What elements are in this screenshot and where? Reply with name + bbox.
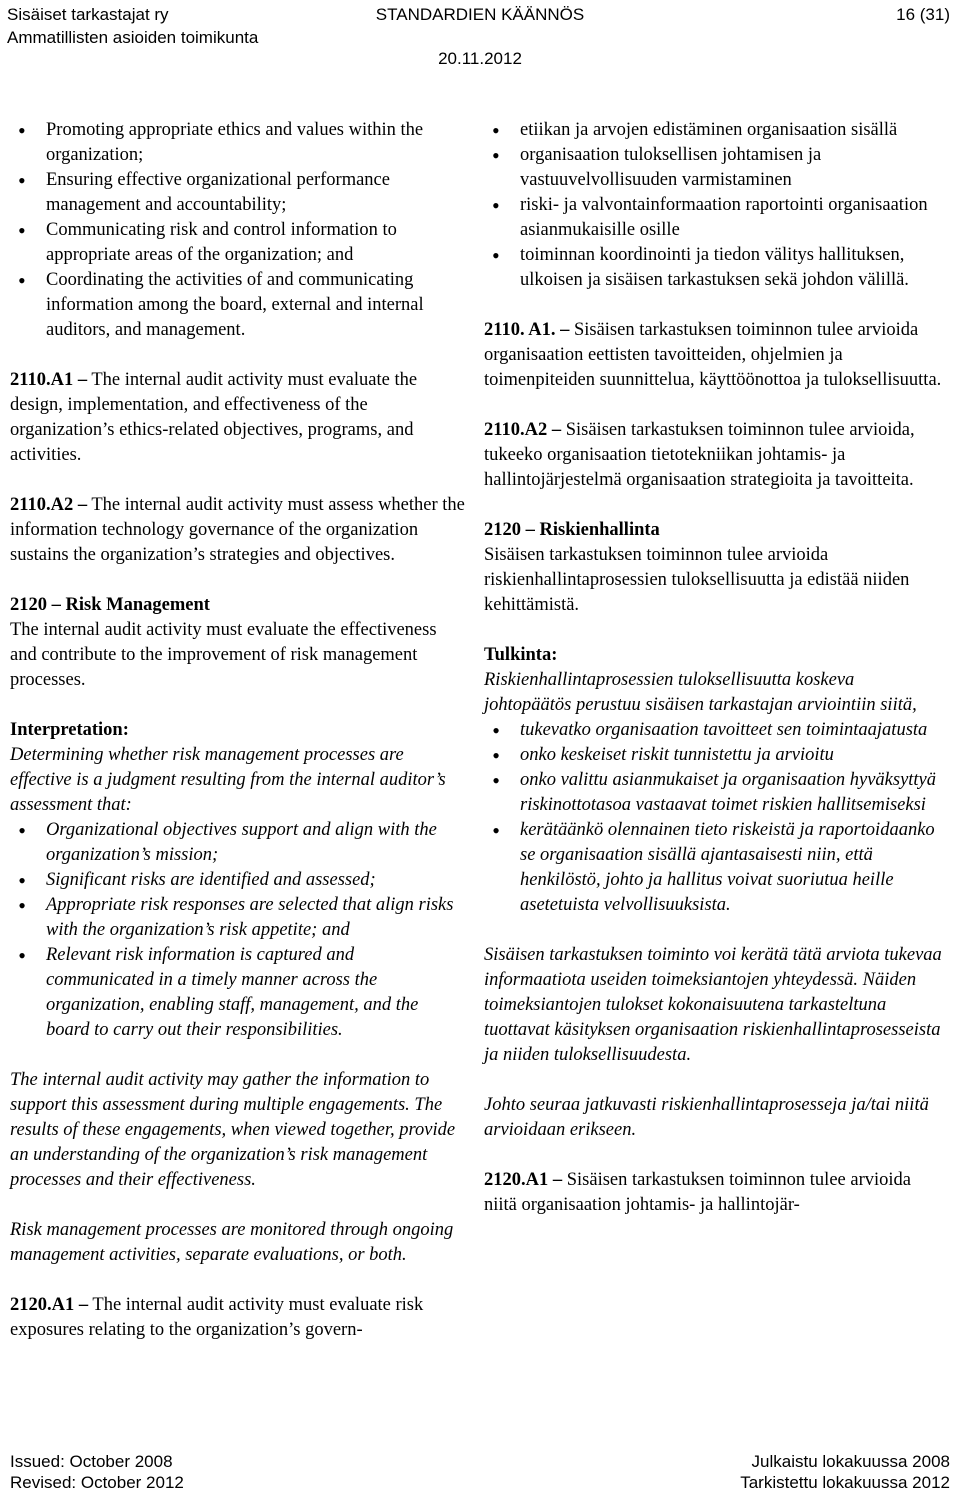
- list-item: • Coordinating the activities of and communicating information among the board, external and internal auditors, and management.: [10, 268, 465, 343]
- footer-issued: Issued: October 2008: [10, 1452, 173, 1471]
- list-item: • onko keskeiset riskit tunnistettu ja arvioitu: [484, 743, 946, 768]
- interpretation-paragraph: Risk management processes are monitored through ongoing management activities, separate evaluations, or both.: [10, 1220, 454, 1265]
- standard-2110-a1: [484, 318, 946, 393]
- list-item: • Significant risks are identified and assessed;: [10, 868, 465, 893]
- standard-code: 2110.A2 –: [10, 495, 88, 515]
- list-item: • etiikan ja arvojen edistäminen organisaation sisällä: [484, 118, 946, 143]
- list-item: • Appropriate risk responses are selected that align risks with the organization’s risk appetite; and: [10, 893, 465, 943]
- interpretation-paragraph: Johto seuraa jatkuvasti riskienhallintaprosesseja ja/tai niitä arvioidaan erikseen.: [484, 1095, 929, 1140]
- standard-text: Sisäisen tarkastuksen toiminnon tulee arvioida niitä organisaation johtamis- ja hallintojär-: [484, 1170, 911, 1215]
- header-title: STANDARDIEN KÄÄNNÖS: [375, 5, 585, 24]
- list-item: • organisaation tuloksellisen johtamisen ja vastuuvelvollisuuden varmistaminen: [484, 143, 946, 193]
- footer-tarkistettu: Tarkistettu lokakuussa 2012: [740, 1473, 950, 1492]
- list-item: • riski- ja valvontainformaation raportointi organisaation asianmukaisille osille: [484, 193, 946, 243]
- list-item: • tukevatko organisaation tavoitteet sen toimintaajatusta: [484, 718, 946, 743]
- interpretation-title: Tulkinta:: [484, 645, 558, 665]
- standard-code: 2110.A1 –: [10, 370, 88, 390]
- standard-code: 2110.A2 –: [484, 420, 562, 440]
- finnish-column: [484, 118, 946, 1218]
- section-title: 2120 – Riskienhallinta: [484, 520, 660, 540]
- page-header: [0, 0, 960, 70]
- section-text: Sisäisen tarkastuksen toiminnon tulee arvioida riskienhallintaprosessien tuloksellisuutta ja edistää niiden kehittämistä.: [484, 545, 910, 615]
- list-item: • Communicating risk and control information to appropriate areas of the organization; and: [10, 218, 465, 268]
- standard-text: The internal audit activity must evaluate risk exposures relating to the organization’s govern-: [10, 1295, 424, 1340]
- footer-revised: Revised: October 2012: [10, 1473, 184, 1492]
- footer-julkaistu: Julkaistu lokakuussa 2008: [751, 1452, 950, 1471]
- standard-text: The internal audit activity must evaluate the design, implementation, and effectiveness of the organization’s ethics-related objectives, programs, and activities.: [10, 370, 418, 465]
- interpretation-bullet-list: [10, 818, 465, 1043]
- standard-2110-a2: [10, 493, 465, 568]
- standard-text: Sisäisen tarkastuksen toiminnon tulee arvioida organisaation eettisten tavoitteiden, ohjelmien ja toimenpiteiden suunnittelua, käyttöönottoa ja tuloksellisuutta.: [484, 320, 942, 390]
- standard-text: Sisäisen tarkastuksen toiminnon tulee arvioida, tukeeko organisaation tietotekniikan johtamis- ja hallintojärjestelmä organisaation strategioita ja tavoitteita.: [484, 420, 915, 490]
- standard-2120-a1: [10, 1293, 465, 1343]
- header-committee: Ammatillisten asioiden toimikunta: [7, 28, 259, 47]
- header-date: 20.11.2012: [438, 49, 522, 68]
- standard-2110-a1: [10, 368, 465, 468]
- list-item: • onko valittu asianmukaiset ja organisaation hyväksyttyä riskinottotasoa vastaavat toimet riskien hallitsemiseksi: [484, 768, 946, 818]
- standard-code: 2110. A1. –: [484, 320, 570, 340]
- section-text: The internal audit activity must evaluate the effectiveness and contribute to the improvement of risk management processes.: [10, 620, 437, 690]
- interpretation-intro: Determining whether risk management processes are effective is a judgment resulting from the internal auditor’s assessment that:: [10, 745, 446, 815]
- section-title: 2120 – Risk Management: [10, 595, 210, 615]
- header-org: Sisäiset tarkastajat ry: [7, 5, 169, 24]
- list-item: • Organizational objectives support and align with the organization’s mission;: [10, 818, 465, 868]
- standard-code: 2120.A1 –: [10, 1295, 89, 1315]
- standard-2120-a1: [484, 1168, 946, 1218]
- standard-text: The internal audit activity must assess whether the information technology governance of the organization sustains the organization’s strategies and objectives.: [10, 495, 465, 565]
- interpretation-paragraph: The internal audit activity may gather the information to support this assessment during multiple engagements. The results of these engagements, when viewed together, provide an understanding of the organization’s risk management processes and their effectiveness.: [10, 1070, 456, 1190]
- standard-code: 2120.A1 –: [484, 1170, 563, 1190]
- list-item: • Relevant risk information is captured and communicated in a timely manner across the organization, enabling staff, management, and the board to carry out their responsibilities.: [10, 943, 465, 1043]
- governance-bullet-list: [10, 118, 465, 343]
- interpretation-paragraph: Sisäisen tarkastuksen toiminto voi kerätä tätä arviota tukevaa informaatiota useiden toimeksiantojen yhteydessä. Näiden toimeksiantojen tulokset kokonaisuutena tarkasteltuna tuottavat käsityksen organisaation riskienhallintaprosesseista ja niiden tuloksellisuudesta.: [484, 945, 942, 1065]
- interpretation-bullet-list: [484, 718, 946, 918]
- standard-2110-a2: [484, 418, 946, 493]
- list-item: • toiminnan koordinointi ja tiedon välitys hallituksen, ulkoisen ja sisäisen tarkastuksen sekä johdon välillä.: [484, 243, 946, 293]
- english-column: [10, 118, 465, 1343]
- list-item: • kerätäänkö olennainen tieto riskeistä ja raportoidaanko se organisaation sisällä ajantasaisesti niin, että henkilöstö, johto ja hallitus voivat suoriutua heille asetetuista velvollisuuksista.: [484, 818, 946, 918]
- header-page-number: 16 (31): [896, 5, 950, 24]
- interpretation-intro: Riskienhallintaprosessien tuloksellisuutta koskeva johtopäätös perustuu sisäisen tarkastajan arviointiin siitä,: [484, 670, 917, 715]
- page-footer: [0, 1449, 960, 1493]
- list-item: • Promoting appropriate ethics and values within the organization;: [10, 118, 465, 168]
- governance-bullet-list: [484, 118, 946, 293]
- interpretation-title: Interpretation:: [10, 720, 129, 740]
- list-item: • Ensuring effective organizational performance management and accountability;: [10, 168, 465, 218]
